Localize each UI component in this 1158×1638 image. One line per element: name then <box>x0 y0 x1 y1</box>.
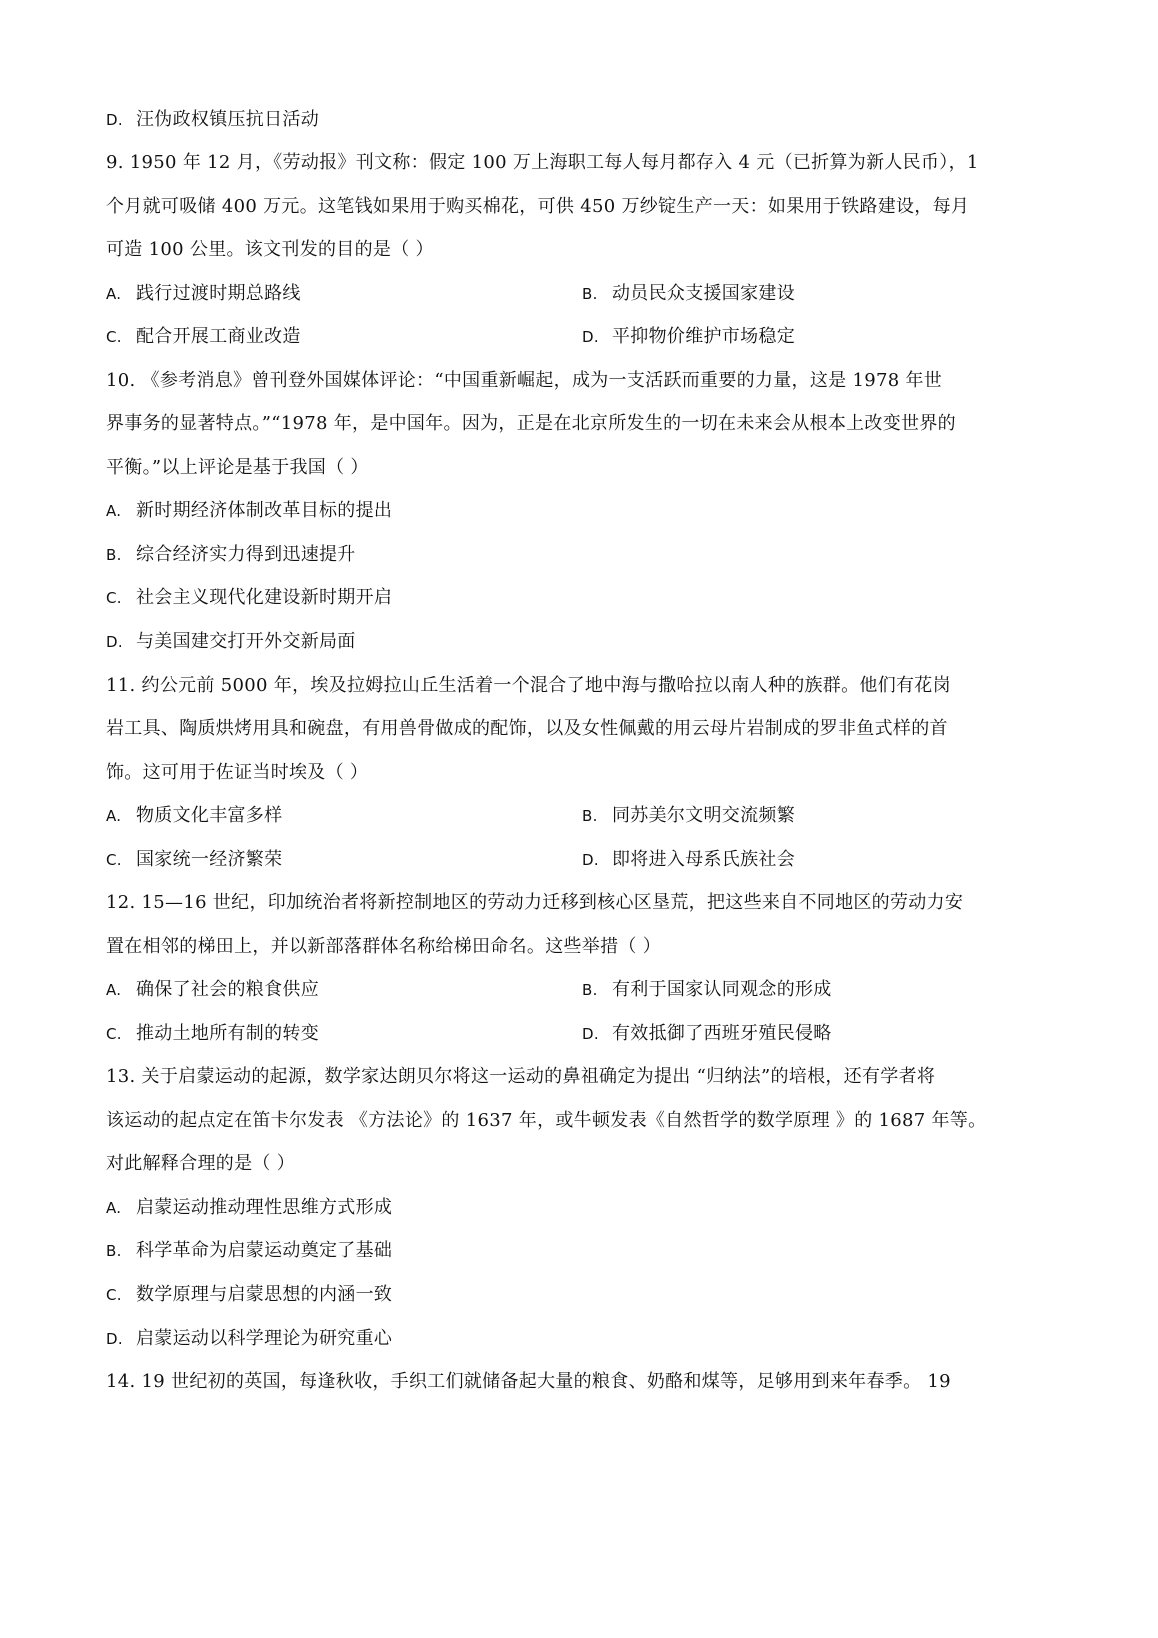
q11-line-2: 岩工具、陶质烘烤用具和碗盘，有用兽骨做成的配饰，以及女性佩戴的用云母片岩制成的罗非鱼式样的首 <box>106 718 948 739</box>
option-letter: D. <box>106 633 123 651</box>
option-letter: A. <box>106 981 122 999</box>
option-letter: B. <box>106 546 122 564</box>
option-text: 汪伪政权镇压抗日活动 <box>136 109 319 130</box>
q12-line-2: 置在相邻的梯田上，并以新部落群体名称给梯田命名。这些举措（ ） <box>106 936 662 957</box>
option-letter: C. <box>106 1025 122 1043</box>
q12-option-c <box>106 1021 319 1047</box>
option-letter: D. <box>582 328 599 346</box>
option-text: 启蒙运动以科学理论为研究重心 <box>136 1328 393 1349</box>
q13-line-2: 该运动的起点定在笛卡尔发表 《方法论》的 1637 年，或牛顿发表《自然哲学的数学原理 》的 1687 年等。 <box>106 1110 987 1131</box>
q12-line-1: 12. 15—16 世纪，印加统治者将新控制地区的劳动力迁移到核心区垦荒，把这些来自不同地区的劳动力安 <box>106 892 964 913</box>
option-letter: B. <box>106 1242 122 1260</box>
q12-option-a <box>106 977 319 1003</box>
prev-option-d <box>106 107 319 133</box>
option-text: 科学革命为启蒙运动奠定了基础 <box>136 1240 393 1261</box>
option-text: 数学原理与启蒙思想的内涵一致 <box>136 1284 393 1305</box>
q9-option-b <box>582 281 795 307</box>
q11-line-1: 11. 约公元前 5000 年，埃及拉姆拉山丘生活着一个混合了地中海与撒哈拉以南人种的族群。他们有花岗 <box>106 675 951 696</box>
option-text: 践行过渡时期总路线 <box>136 283 301 304</box>
option-text: 国家统一经济繁荣 <box>136 849 283 870</box>
option-letter: D. <box>106 1330 123 1348</box>
option-text: 社会主义现代化建设新时期开启 <box>136 587 393 608</box>
option-letter: C. <box>106 851 122 869</box>
option-letter: C. <box>106 1286 122 1304</box>
q9-option-c <box>106 324 301 350</box>
option-text: 推动土地所有制的转变 <box>136 1023 319 1044</box>
option-text: 有利于国家认同观念的形成 <box>612 979 832 1000</box>
option-letter: B. <box>582 285 598 303</box>
option-letter: D. <box>106 111 123 129</box>
option-text: 与美国建交打开外交新局面 <box>136 631 356 652</box>
option-text: 综合经济实力得到迅速提升 <box>136 544 356 565</box>
q11-option-c <box>106 847 282 873</box>
option-text: 配合开展工商业改造 <box>136 326 301 347</box>
option-text: 确保了社会的粮食供应 <box>136 979 319 1000</box>
q9-line-2: 个月就可吸储 400 万元。这笔钱如果用于购买棉花，可供 450 万纱锭生产一天：如果用于铁路建设，每月 <box>106 196 970 217</box>
option-text: 启蒙运动推动理性思维方式形成 <box>136 1197 393 1218</box>
q10-line-1: 10. 《参考消息》曾刊登外国媒体评论：“中国重新崛起，成为一支活跃而重要的力量，这是 1978 年世 <box>106 370 943 391</box>
q10-line-3: 平衡。”以上评论是基于我国（ ） <box>106 457 369 478</box>
q13-option-b <box>106 1238 392 1264</box>
option-letter: A. <box>106 1199 122 1217</box>
q13-option-c <box>106 1282 392 1308</box>
q11-option-b <box>582 803 795 829</box>
q10-option-a <box>106 498 392 524</box>
q14-line-1: 14. 19 世纪初的英国，每逢秋收，手织工们就储备起大量的粮食、奶酪和煤等，足够用到来年春季。 19 <box>106 1371 951 1392</box>
q9-line-1: 9. 1950 年 12 月，《劳动报》刊文称：假定 100 万上海职工每人每月都存入 4 元（已折算为新人民币），1 <box>106 152 979 173</box>
option-text: 动员民众支援国家建设 <box>612 283 795 304</box>
option-letter: D. <box>582 851 599 869</box>
q10-option-d <box>106 629 356 655</box>
option-letter: C. <box>106 589 122 607</box>
option-text: 即将进入母系氏族社会 <box>612 849 795 870</box>
option-letter: A. <box>106 807 122 825</box>
q13-option-a <box>106 1195 392 1221</box>
q9-line-3: 可造 100 公里。该文刊发的目的是（ ） <box>106 239 434 260</box>
option-text: 平抑物价维护市场稳定 <box>612 326 795 347</box>
q11-option-a <box>106 803 282 829</box>
option-letter: B. <box>582 807 598 825</box>
option-letter: D. <box>582 1025 599 1043</box>
option-text: 同苏美尔文明交流频繁 <box>612 805 795 826</box>
option-text: 有效抵御了西班牙殖民侵略 <box>612 1023 832 1044</box>
q11-option-d <box>582 847 795 873</box>
q12-option-b <box>582 977 832 1003</box>
option-text: 物质文化丰富多样 <box>136 805 283 826</box>
option-letter: A. <box>106 502 122 520</box>
q10-option-b <box>106 542 356 568</box>
q13-line-1: 13. 关于启蒙运动的起源，数学家达朗贝尔将这一运动的鼻祖确定为提出 “归纳法”的培根，还有学者将 <box>106 1066 936 1087</box>
q10-option-c <box>106 585 392 611</box>
option-letter: A. <box>106 285 122 303</box>
option-letter: C. <box>106 328 122 346</box>
option-text: 新时期经济体制改革目标的提出 <box>136 500 393 521</box>
q13-line-3: 对此解释合理的是（ ） <box>106 1153 296 1174</box>
option-letter: B. <box>582 981 598 999</box>
q12-option-d <box>582 1021 832 1047</box>
q10-line-2: 界事务的显著特点。”“1978 年，是中国年。因为，正是在北京所发生的一切在未来会从根本上改变世界的 <box>106 413 956 434</box>
q11-line-3: 饰。这可用于佐证当时埃及（ ） <box>106 762 369 783</box>
q13-option-d <box>106 1326 392 1352</box>
q9-option-a <box>106 281 301 307</box>
q9-option-d <box>582 324 795 350</box>
